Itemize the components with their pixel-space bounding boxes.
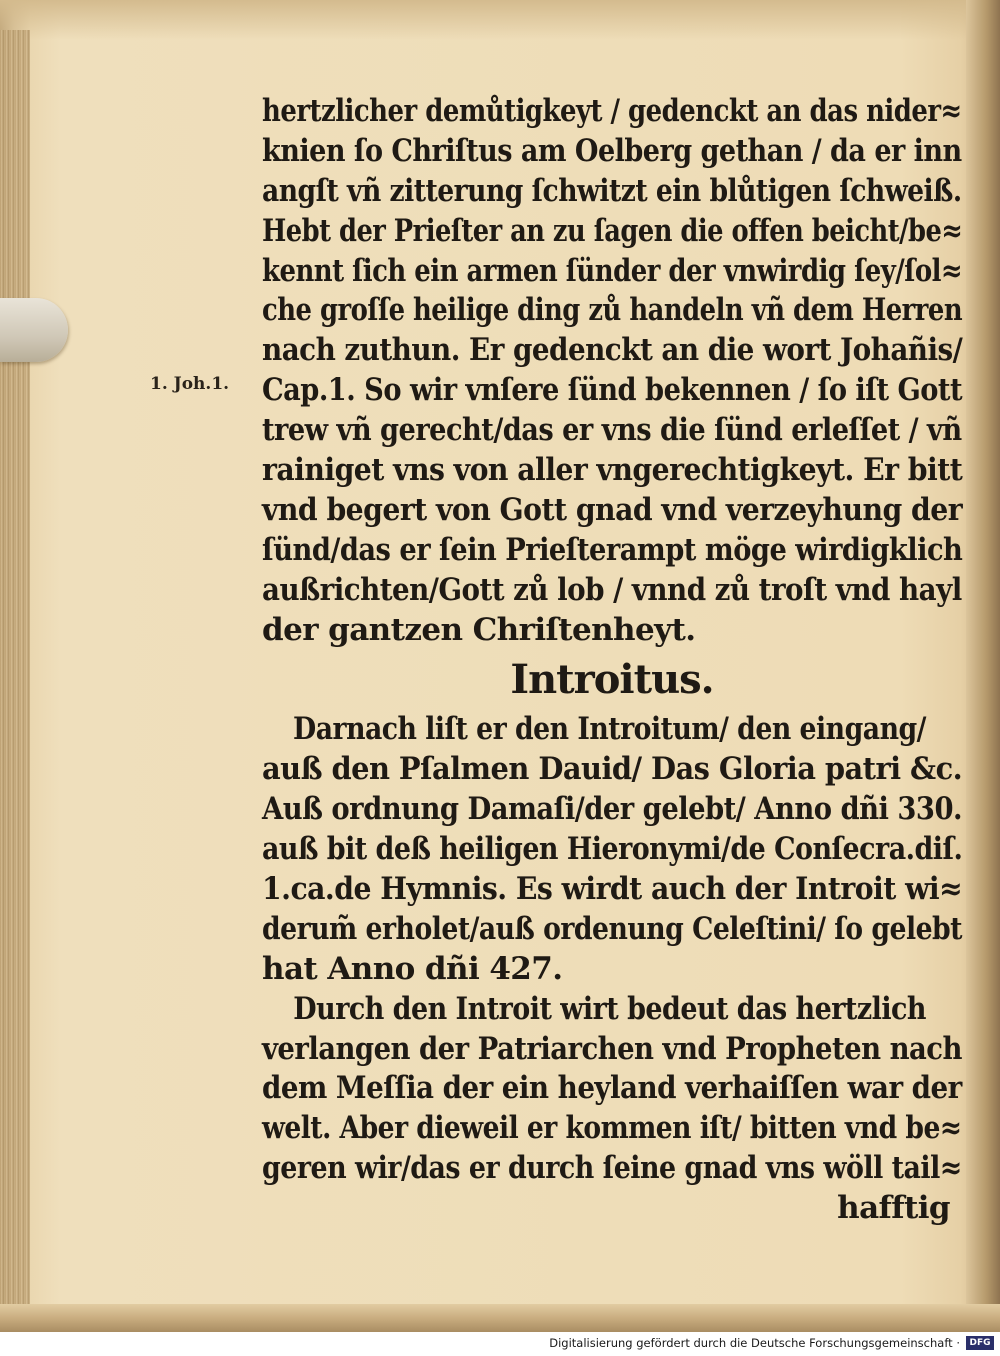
text-line: verlangen der Patriarchen vnd Propheten nach xyxy=(262,1030,962,1067)
bookmark-tab xyxy=(0,298,68,362)
page-stack-left xyxy=(0,30,30,1320)
page-shadow-top xyxy=(0,0,1000,40)
text-line: auß bit deß heiligen Hieronymi/de Conſecra.diſ. xyxy=(262,831,963,868)
text-line: auß den Pſalmen Dauid/ Das Gloria patri &c. xyxy=(262,751,963,788)
text-line: Hebt der Prieſter an zu ſagen die offen beicht/be≈ xyxy=(262,212,963,249)
text-line: Darnach liſt er den Introitum/ den eingang/ xyxy=(293,711,926,748)
main-text xyxy=(262,92,962,1229)
text-line: angſt vñ zitterung ſchwitzt ein blůtigen ſchweiß. xyxy=(262,172,962,209)
text-line: Cap.1. So wir vnſere ſünd bekennen / ſo iſt Gott xyxy=(262,372,963,409)
section-heading: Introitus. xyxy=(510,656,714,704)
text-line: außrichten/Gott zů lob / vnnd zů troſt vnd hayl xyxy=(262,571,962,608)
dfg-logo: DFG xyxy=(966,1336,994,1350)
text-line: rainiget vns von aller vngerechtigkeyt. Er bitt xyxy=(262,452,963,489)
footer-bar xyxy=(0,1332,1000,1356)
text-line: Auß ordnung Damaſi/der gelebt/ Anno dñi 330. xyxy=(262,791,963,828)
text-line: knien ſo Chriſtus am Oelberg gethan / da er inn xyxy=(262,132,962,169)
text-line: vnd begert von Gott gnad vnd verzeyhung der xyxy=(262,491,963,528)
text-line: dem Meſſia der ein heyland verhaiſſen war der xyxy=(262,1070,962,1107)
text-line: trew vñ gerecht/das er vns die ſünd erleſſet / vñ xyxy=(262,412,962,449)
text-line: ſünd/das er ſein Prieſterampt möge wirdigklich xyxy=(262,531,963,568)
catchword: hafftig xyxy=(837,1190,950,1227)
page-edge-bottom xyxy=(0,1304,1000,1332)
text-line: derum̃ erholet/auß ordenung Celeſtini/ ſo gelebt xyxy=(262,910,962,947)
text-line: Durch den Introit wirt bedeut das hertzlich xyxy=(293,990,926,1027)
page-edge-right xyxy=(966,0,1000,1332)
text-line: kennt ſich ein armen ſünder der vnwirdig ſey/ſol≈ xyxy=(262,252,963,289)
text-line: hertzlicher demůtigkeyt / gedenckt an das nider≈ xyxy=(262,93,962,129)
margin-note: 1. Joh.1. xyxy=(150,374,230,394)
text-line: nach zuthun. Er gedenckt an die wort Johañis/ xyxy=(262,332,963,369)
text-line: che groſſe heilige ding zů handeln vñ dem Herren xyxy=(262,292,963,329)
text-line: 1.ca.de Hymnis. Es wirdt auch der Introit wi≈ xyxy=(262,871,963,908)
text-line: hat Anno dñi 427. xyxy=(262,950,563,987)
text-line: welt. Aber dieweil er kommen iſt/ bitten vnd be≈ xyxy=(262,1110,962,1147)
footer-credit: Digitalisierung gefördert durch die Deutsche Forschungsgemeinschaft · xyxy=(549,1336,960,1350)
text-line: der gantzen Chriſtenheyt. xyxy=(262,611,696,648)
text-line: geren wir/das er durch ſeine gnad vns wöll tail≈ xyxy=(262,1150,962,1187)
